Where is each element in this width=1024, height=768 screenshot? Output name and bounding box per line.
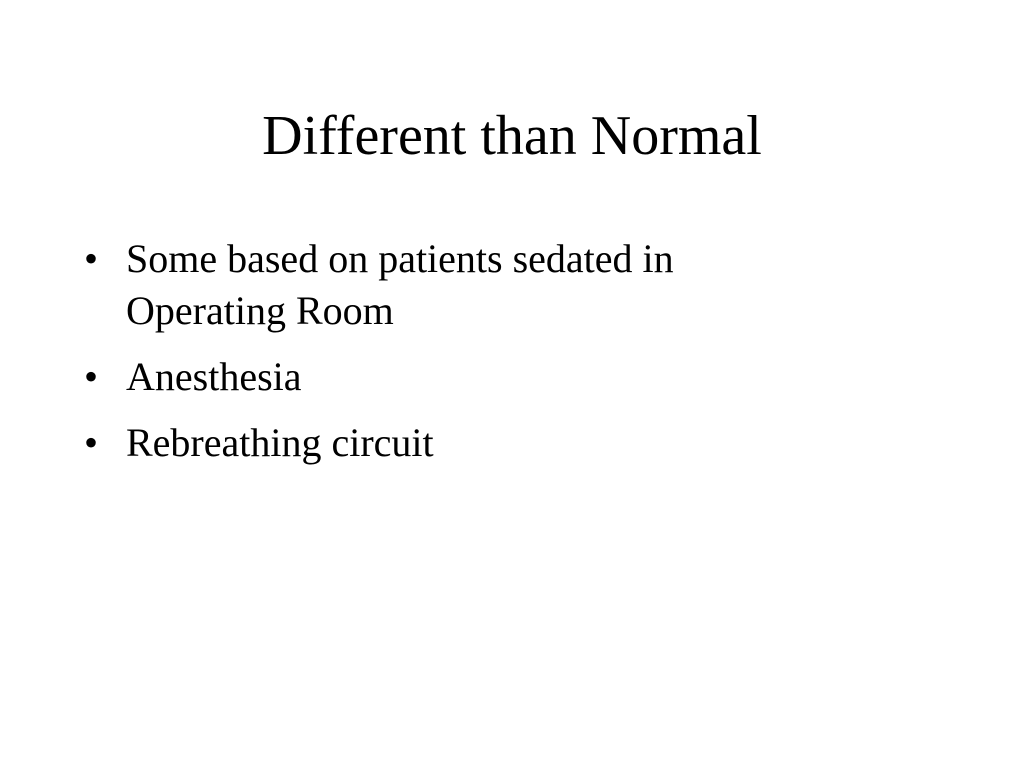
bullet-item-rebreathing-circuit bbox=[84, 417, 784, 469]
slide-title: Different than Normal bbox=[262, 105, 762, 167]
bullet-item-anesthesia bbox=[84, 351, 784, 403]
bullet-text: Some based on patients sedated in Operating Room bbox=[126, 236, 674, 333]
bullet-marker: • bbox=[84, 236, 99, 281]
bullet-item-sedated-patients bbox=[84, 233, 784, 337]
bullet-text: Rebreathing circuit bbox=[126, 420, 434, 465]
bullet-marker: • bbox=[84, 420, 99, 465]
bullet-list bbox=[84, 233, 784, 483]
bullet-marker: • bbox=[84, 354, 99, 399]
bullet-text: Anesthesia bbox=[126, 354, 302, 399]
